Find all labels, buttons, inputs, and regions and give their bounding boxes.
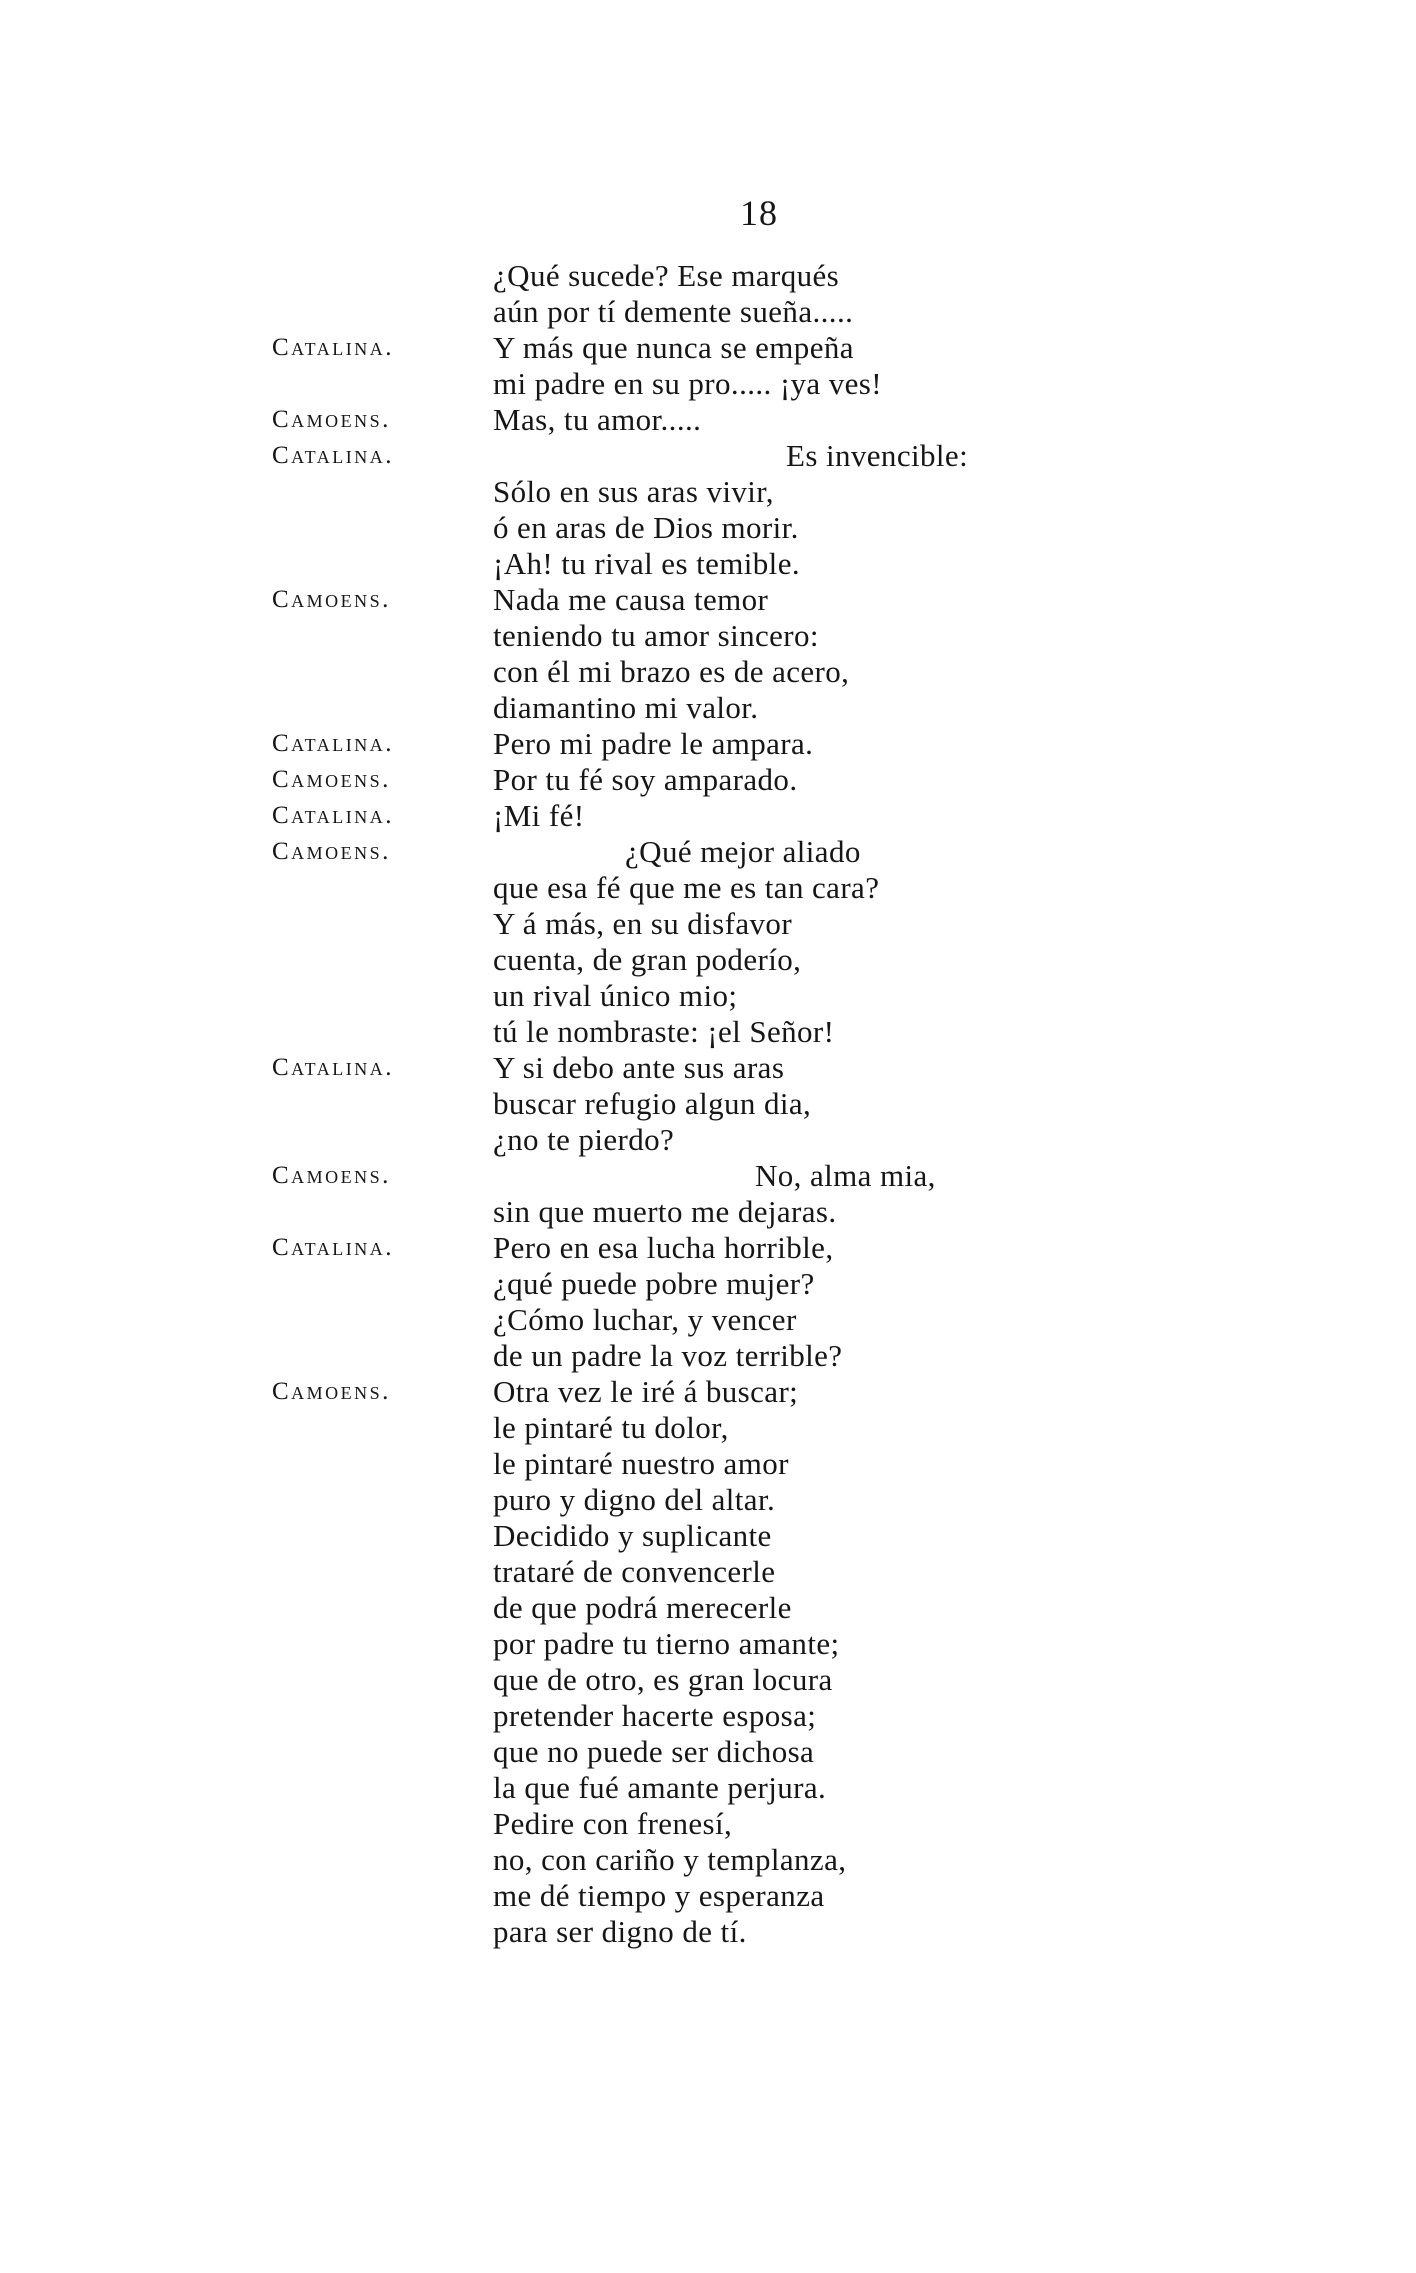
verse-text: de un padre la voz terrible? [493, 1338, 843, 1373]
verse-line [0, 798, 1416, 834]
verse-line [0, 870, 1416, 906]
verse-text: le pintaré nuestro amor [493, 1446, 789, 1481]
verse-text: ¿Qué mejor aliado [625, 834, 861, 869]
verse-text: que esa fé que me es tan cara? [493, 870, 880, 905]
verse-text: Y á más, en su disfavor [493, 906, 793, 941]
verse-line [0, 906, 1416, 942]
verse-line [0, 1410, 1416, 1446]
verse-line [0, 654, 1416, 690]
verse-line [0, 978, 1416, 1014]
verse-line [0, 1338, 1416, 1374]
verse-text: trataré de convencerle [493, 1554, 776, 1589]
verse-text: para ser digno de tí. [493, 1914, 747, 1949]
verse-text: Y más que nunca se empeña [493, 330, 854, 365]
verse-line [0, 1446, 1416, 1482]
verse-text: ¡Mi fé! [493, 798, 585, 833]
verse-line [0, 1158, 1416, 1194]
verse-line [0, 366, 1416, 402]
verse-line [0, 1194, 1416, 1230]
verse-line [0, 1590, 1416, 1626]
verse-line [0, 1842, 1416, 1878]
verse-line [0, 618, 1416, 654]
verse-text: pretender hacerte esposa; [493, 1698, 817, 1733]
verse-line [0, 1518, 1416, 1554]
verse-text: No, alma mia, [755, 1158, 936, 1193]
verse-line [0, 1482, 1416, 1518]
verse-text: diamantino mi valor. [493, 690, 759, 725]
verse-line [0, 1770, 1416, 1806]
speaker-name: Catalina. [272, 334, 394, 361]
verse-line [0, 726, 1416, 762]
verse-line [0, 1554, 1416, 1590]
verse-line [0, 1014, 1416, 1050]
verse-line [0, 1122, 1416, 1158]
speaker-name: Camoens. [272, 586, 391, 613]
verse-line [0, 1698, 1416, 1734]
verse-text: Nada me causa temor [493, 582, 769, 617]
verse-line [0, 510, 1416, 546]
verse-line [0, 1878, 1416, 1914]
verse-text: ¿no te pierdo? [493, 1122, 675, 1157]
verse-dialogue [0, 258, 1416, 1950]
verse-line [0, 1266, 1416, 1302]
verse-text: la que fué amante perjura. [493, 1770, 827, 1805]
verse-text: puro y digno del altar. [493, 1482, 776, 1517]
verse-line [0, 942, 1416, 978]
verse-text: ¡Ah! tu rival es temible. [493, 546, 800, 581]
verse-text: no, con cariño y templanza, [493, 1842, 847, 1877]
verse-line [0, 294, 1416, 330]
verse-text: Pero mi padre le ampara. [493, 726, 814, 761]
verse-line [0, 546, 1416, 582]
speaker-name: Camoens. [272, 838, 391, 865]
verse-line [0, 1230, 1416, 1266]
verse-line [0, 1914, 1416, 1950]
speaker-name: Camoens. [272, 766, 391, 793]
verse-text: Por tu fé soy amparado. [493, 762, 798, 797]
verse-line [0, 1086, 1416, 1122]
verse-text: ¿qué puede pobre mujer? [493, 1266, 815, 1301]
verse-text: Pedire con frenesí, [493, 1806, 733, 1841]
verse-text: Decidido y suplicante [493, 1518, 772, 1553]
verse-text: sin que muerto me dejaras. [493, 1194, 837, 1229]
speaker-name: Catalina. [272, 442, 394, 469]
verse-text: mi padre en su pro..... ¡ya ves! [493, 366, 882, 401]
verse-text: un rival único mio; [493, 978, 738, 1013]
verse-text: ¿Qué sucede? Ese marqués [493, 258, 840, 293]
verse-line [0, 762, 1416, 798]
speaker-name: Catalina. [272, 1234, 394, 1261]
verse-line [0, 1302, 1416, 1338]
verse-text: que no puede ser dichosa [493, 1734, 815, 1769]
verse-text: Sólo en sus aras vivir, [493, 474, 774, 509]
verse-line [0, 1050, 1416, 1086]
speaker-name: Camoens. [272, 1378, 391, 1405]
verse-line [0, 1734, 1416, 1770]
verse-text: Pero en esa lucha horrible, [493, 1230, 834, 1265]
speaker-name: Catalina. [272, 1054, 394, 1081]
verse-line [0, 1374, 1416, 1410]
speaker-name: Catalina. [272, 730, 394, 757]
verse-text: con él mi brazo es de acero, [493, 654, 850, 689]
verse-line [0, 1806, 1416, 1842]
verse-text: por padre tu tierno amante; [493, 1626, 840, 1661]
verse-line [0, 582, 1416, 618]
verse-text: teniendo tu amor sincero: [493, 618, 819, 653]
verse-text: ¿Cómo luchar, y vencer [493, 1302, 797, 1337]
verse-text: que de otro, es gran locura [493, 1662, 833, 1697]
verse-text: Mas, tu amor..... [493, 402, 702, 437]
verse-text: Otra vez le iré á buscar; [493, 1374, 799, 1409]
verse-text: aún por tí demente sueña..... [493, 294, 854, 329]
verse-text: ó en aras de Dios morir. [493, 510, 799, 545]
verse-line [0, 1662, 1416, 1698]
verse-text: de que podrá merecerle [493, 1590, 792, 1625]
verse-line [0, 690, 1416, 726]
verse-line [0, 258, 1416, 294]
verse-line [0, 438, 1416, 474]
speaker-name: Catalina. [272, 802, 394, 829]
verse-text: tú le nombraste: ¡el Señor! [493, 1014, 835, 1049]
verse-line [0, 330, 1416, 366]
verse-text: buscar refugio algun dia, [493, 1086, 812, 1121]
verse-text: Es invencible: [786, 438, 969, 473]
page-number: 18 [740, 193, 778, 233]
verse-line [0, 834, 1416, 870]
speaker-name: Camoens. [272, 1162, 391, 1189]
verse-line [0, 474, 1416, 510]
verse-text: Y si debo ante sus aras [493, 1050, 785, 1085]
verse-text: me dé tiempo y esperanza [493, 1878, 825, 1913]
speaker-name: Camoens. [272, 406, 391, 433]
verse-line [0, 402, 1416, 438]
verse-text: le pintaré tu dolor, [493, 1410, 729, 1445]
verse-text: cuenta, de gran poderío, [493, 942, 802, 977]
verse-line [0, 1626, 1416, 1662]
